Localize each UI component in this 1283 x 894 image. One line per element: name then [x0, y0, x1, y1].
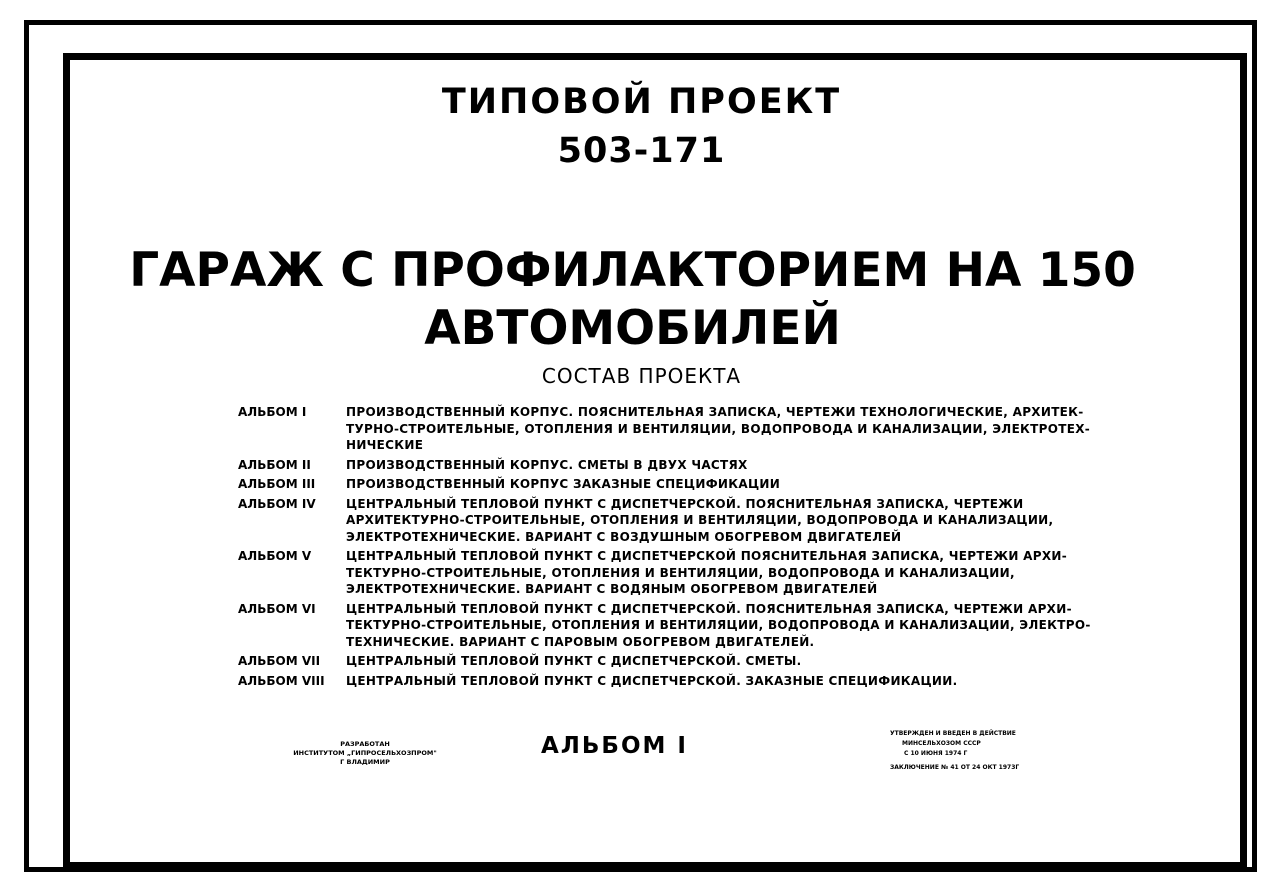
album-label: АЛЬБОМ IV [238, 496, 316, 511]
album-line: НИЧЕСКИЕ [346, 438, 424, 452]
album-item [238, 548, 1067, 598]
approval-line: С 10 ИЮНЯ 1974 Г [904, 750, 968, 757]
project-number: 503-171 [557, 131, 726, 171]
album-description [346, 601, 1091, 651]
album-label: АЛЬБОМ VI [238, 601, 316, 616]
approval-block [890, 729, 1050, 773]
current-album-label: АЛЬБОМ I [541, 733, 688, 759]
album-description [346, 548, 1067, 598]
album-label: АЛЬБОМ VIII [238, 673, 325, 688]
album-description [346, 404, 1090, 454]
album-item [238, 601, 1091, 651]
album-item [238, 673, 1058, 690]
developer-line: Г ВЛАДИМИР [340, 758, 390, 766]
album-line: ЦЕНТРАЛЬНЫЙ ТЕПЛОВОЙ ПУНКТ С ДИСПЕТЧЕРСКОЙ. ПОЯСНИТЕЛЬНАЯ ЗАПИСКА, ЧЕРТЕЖИ [346, 496, 1024, 511]
developer-line: РАЗРАБОТАН [340, 740, 390, 748]
project-title [0, 242, 1265, 358]
project-title-line-1: ГАРАЖ С ПРОФИЛАКТОРИЕМ НА 150 [129, 243, 1136, 298]
album-description [346, 673, 1058, 690]
album-item [238, 653, 1058, 670]
developer-line: ИНСТИТУТОМ „ГИПРОСЕЛЬХОЗПРОМ" [293, 749, 437, 757]
album-description [346, 476, 1058, 493]
album-line: ЦЕНТРАЛЬНЫЙ ТЕПЛОВОЙ ПУНКТ С ДИСПЕТЧЕРСКОЙ. ЗАКАЗНЫЕ СПЕЦИФИКАЦИИ. [346, 673, 958, 688]
album-line: АРХИТЕКТУРНО-СТРОИТЕЛЬНЫЕ, ОТОПЛЕНИЯ И ВЕНТИЛЯЦИИ, ВОДОПРОВОДА И КАНАЛИЗАЦИИ, [346, 513, 1054, 527]
type-project-label: ТИПОВОЙ ПРОЕКТ [441, 82, 842, 122]
album-line: ТЕКТУРНО-СТРОИТЕЛЬНЫЕ, ОТОПЛЕНИЯ И ВЕНТИЛЯЦИИ, ВОДОПРОВОДА И КАНАЛИЗАЦИИ, [346, 565, 1015, 580]
album-item [238, 476, 1058, 493]
album-label: АЛЬБОМ II [238, 457, 311, 472]
album-line: ЦЕНТРАЛЬНЫЙ ТЕПЛОВОЙ ПУНКТ С ДИСПЕТЧЕРСКОЙ. СМЕТЫ. [346, 654, 802, 668]
album-line: ПРОИЗВОДСТВЕННЫЙ КОРПУС ЗАКАЗНЫЕ СПЕЦИФИКАЦИИ [346, 477, 781, 491]
album-line: ПРОИЗВОДСТВЕННЫЙ КОРПУС. СМЕТЫ В ДВУХ ЧАСТЯХ [346, 457, 748, 472]
album-label: АЛЬБОМ III [238, 477, 316, 491]
album-line: ТЕКТУРНО-СТРОИТЕЛЬНЫЕ, ОТОПЛЕНИЯ И ВЕНТИЛЯЦИИ, ВОДОПРОВОДА И КАНАЛИЗАЦИИ, ЭЛЕКТРО- [346, 618, 1091, 632]
album-item [238, 457, 1058, 474]
composition-heading: СОСТАВ ПРОЕКТА [541, 364, 742, 388]
album-label: АЛЬБОМ VII [238, 654, 321, 668]
album-list [238, 404, 1091, 692]
album-description [346, 496, 1058, 546]
album-line: ЭЛЕКТРОТЕХНИЧЕСКИЕ. ВАРИАНТ С ВОЗДУШНЫМ ОБОГРЕВОМ ДВИГАТЕЛЕЙ [346, 529, 902, 544]
project-title-line-2: АВТОМОБИЛЕЙ [424, 301, 841, 356]
album-line: ЦЕНТРАЛЬНЫЙ ТЕПЛОВОЙ ПУНКТ С ДИСПЕТЧЕРСКОЙ. ПОЯСНИТЕЛЬНАЯ ЗАПИСКА, ЧЕРТЕЖИ АРХИ- [346, 601, 1072, 616]
album-line: ПРОИЗВОДСТВЕННЫЙ КОРПУС. ПОЯСНИТЕЛЬНАЯ ЗАПИСКА, ЧЕРТЕЖИ ТЕХНОЛОГИЧЕСКИЕ, АРХИТЕК- [346, 405, 1084, 419]
album-label: АЛЬБОМ V [238, 549, 312, 563]
approval-line: УТВЕРЖДЕН И ВВЕДЕН В ДЕЙСТВИЕ [890, 730, 1016, 737]
album-item [238, 404, 1091, 454]
album-description [346, 653, 1058, 670]
album-line: ЦЕНТРАЛЬНЫЙ ТЕПЛОВОЙ ПУНКТ С ДИСПЕТЧЕРСКОЙ ПОЯСНИТЕЛЬНАЯ ЗАПИСКА, ЧЕРТЕЖИ АРХИ- [346, 549, 1067, 563]
album-label: АЛЬБОМ I [238, 405, 307, 419]
approval-line: МИНСЕЛЬХОЗОМ СССР [902, 740, 981, 747]
album-line: ТЕХНИЧЕСКИЕ. ВАРИАНТ С ПАРОВЫМ ОБОГРЕВОМ ДВИГАТЕЛЕЙ. [346, 634, 815, 649]
album-description [346, 457, 1058, 474]
album-line: ЭЛЕКТРОТЕХНИЧЕСКИЕ. ВАРИАНТ С ВОДЯНЫМ ОБОГРЕВОМ ДВИГАТЕЛЕЙ [346, 582, 878, 596]
album-line: ТУРНО-СТРОИТЕЛЬНЫЕ, ОТОПЛЕНИЯ И ВЕНТИЛЯЦИИ, ВОДОПРОВОДА И КАНАЛИЗАЦИИ, ЭЛЕКТРОТЕХ- [346, 421, 1091, 436]
album-item [238, 496, 1058, 546]
approval-line: ЗАКЛЮЧЕНИЕ № 41 ОТ 24 ОКТ 1973Г [890, 764, 1020, 771]
developer-block [280, 740, 450, 767]
